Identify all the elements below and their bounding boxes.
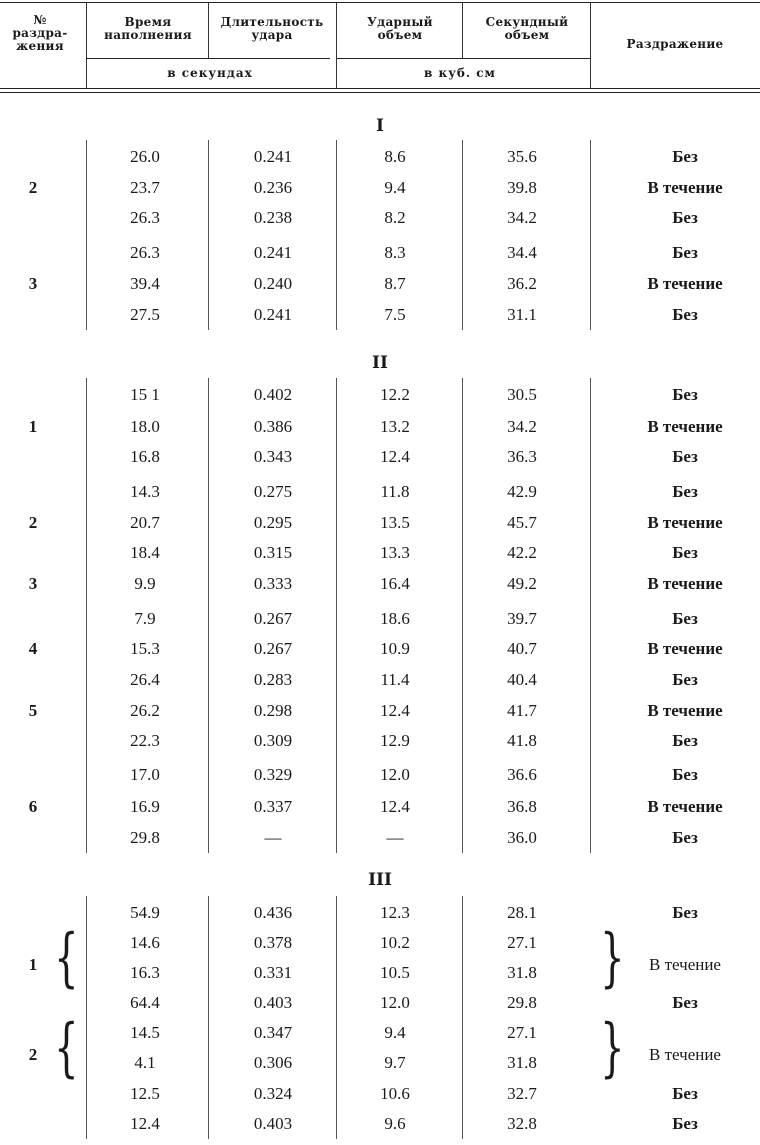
cell-dur: 0.436 — [253, 903, 293, 922]
section-divider — [336, 140, 337, 330]
cell-sv: 9.7 — [384, 1053, 406, 1072]
section-divider — [208, 140, 209, 330]
cell-sv: 10.6 — [380, 1084, 410, 1103]
cell-mv: 36.3 — [507, 447, 537, 466]
cell-fill: 22.3 — [130, 731, 160, 750]
cell-dur: 0.298 — [253, 701, 293, 720]
cell-num: 5 — [28, 701, 38, 720]
cell-num: 4 — [28, 639, 38, 658]
cell-dur: 0.236 — [253, 178, 293, 197]
cell-dur: 0.315 — [253, 543, 293, 562]
cell-stim — [610, 1022, 760, 1044]
cell-fill: 26.3 — [130, 243, 160, 262]
header-col-stim: Раздражение — [626, 37, 724, 51]
cell-fill: 4.1 — [134, 1053, 156, 1072]
cell-fill: 26.0 — [130, 147, 160, 166]
cell-stim: Без — [672, 208, 698, 227]
cell-num: 6 — [28, 797, 38, 816]
group-stimulation: В течение — [649, 1045, 721, 1064]
cell-sv: 7.5 — [384, 305, 406, 324]
cell-dur: 0.329 — [253, 765, 293, 784]
header-vline-3 — [336, 2, 337, 88]
section-label: III — [368, 870, 392, 890]
header-col-dur: Длительность удара — [220, 15, 324, 42]
cell-sv: 12.9 — [380, 731, 410, 750]
cell-fill: 54.9 — [130, 903, 160, 922]
cell-mv: 27.1 — [507, 933, 537, 952]
cell-stim: Без — [672, 543, 698, 562]
section-divider — [86, 378, 87, 853]
cell-stim: Без — [672, 609, 698, 628]
cell-sv: 11.8 — [380, 482, 410, 501]
section-divider — [86, 140, 87, 330]
cell-mv: 32.8 — [507, 1114, 537, 1133]
cell-dur: 0.267 — [253, 639, 293, 658]
section-divider — [590, 378, 591, 853]
cell-sv: 12.2 — [380, 385, 410, 404]
header-col-mv: Секундный объем — [485, 15, 569, 42]
cell-mv: 34.4 — [507, 243, 537, 262]
cell-num — [18, 1083, 48, 1105]
section-label: II — [372, 353, 388, 373]
cell-mv: 32.7 — [507, 1084, 537, 1103]
cell-sv: 12.4 — [380, 447, 410, 466]
cell-dur: 0.343 — [253, 447, 293, 466]
cell-num — [18, 207, 48, 229]
cell-fill: 7.9 — [134, 609, 156, 628]
section-label: I — [376, 116, 384, 136]
cell-num — [18, 481, 48, 503]
cell-stim: Без — [672, 447, 698, 466]
cell-sv: 8.7 — [384, 274, 406, 293]
left-brace: { — [54, 1011, 79, 1085]
cell-dur: 0.295 — [253, 513, 293, 532]
cell-num — [18, 146, 48, 168]
cell-stim: Без — [672, 903, 698, 922]
cell-sv: 13.5 — [380, 513, 410, 532]
cell-fill: 64.4 — [130, 993, 160, 1012]
cell-sv: 13.3 — [380, 543, 410, 562]
cell-fill: 14.6 — [130, 933, 160, 952]
cell-sv: 10.5 — [380, 963, 410, 982]
section-divider — [208, 378, 209, 853]
cell-mv: 40.7 — [507, 639, 537, 658]
cell-fill: 26.4 — [130, 670, 160, 689]
cell-mv: 36.0 — [507, 828, 537, 847]
header-unit-seconds: в секундах — [167, 66, 253, 80]
cell-stim: В течение — [647, 178, 723, 197]
cell-mv: 35.6 — [507, 147, 537, 166]
cell-sv: 9.4 — [384, 1023, 406, 1042]
cell-fill: 27.5 — [130, 305, 160, 324]
cell-stim — [610, 932, 760, 954]
cell-num — [18, 304, 48, 326]
cell-stim: В течение — [647, 417, 723, 436]
cell-dur: 0.241 — [253, 243, 293, 262]
cell-num: 2 — [28, 513, 38, 532]
right-brace: } — [600, 1011, 625, 1085]
header-vline-1 — [86, 2, 87, 88]
cell-num — [18, 1113, 48, 1135]
cell-sv: 8.2 — [384, 208, 406, 227]
cell-dur: 0.403 — [253, 993, 293, 1012]
cell-sv: 9.6 — [384, 1114, 406, 1133]
cell-mv: 39.8 — [507, 178, 537, 197]
section-divider — [336, 896, 337, 1139]
cell-num — [18, 902, 48, 924]
section-divider — [590, 140, 591, 330]
cell-num — [18, 446, 48, 468]
cell-stim: Без — [672, 993, 698, 1012]
cell-num — [18, 764, 48, 786]
cell-fill: 16.9 — [130, 797, 160, 816]
cell-num — [18, 827, 48, 849]
cell-stim: Без — [672, 731, 698, 750]
cell-mv: 42.9 — [507, 482, 537, 501]
cell-fill: 20.7 — [130, 513, 160, 532]
cell-mv: 30.5 — [507, 385, 537, 404]
group-number: 1 — [28, 955, 38, 974]
cell-mv: 28.1 — [507, 903, 537, 922]
cell-stim: Без — [672, 1114, 698, 1133]
cell-stim: Без — [672, 1084, 698, 1103]
cell-fill: 16.8 — [130, 447, 160, 466]
cell-stim: В течение — [647, 513, 723, 532]
cell-mv: 36.8 — [507, 797, 537, 816]
section-divider — [208, 896, 209, 1139]
cell-stim: Без — [672, 385, 698, 404]
cell-sv: 8.3 — [384, 243, 406, 262]
cell-dur: 0.337 — [253, 797, 293, 816]
cell-fill: 9.9 — [134, 574, 156, 593]
section-divider — [86, 896, 87, 1139]
cell-sv: 13.2 — [380, 417, 410, 436]
cell-dur: 0.333 — [253, 574, 293, 593]
left-brace: { — [54, 921, 79, 995]
cell-dur: — — [264, 828, 282, 847]
header-mid-rule-right — [336, 58, 590, 59]
cell-mv: 27.1 — [507, 1023, 537, 1042]
section-divider — [336, 378, 337, 853]
cell-num — [18, 242, 48, 264]
cell-dur: 0.378 — [253, 933, 293, 952]
group-stimulation: В течение — [649, 955, 721, 974]
cell-stim: Без — [672, 765, 698, 784]
cell-stim: В течение — [647, 797, 723, 816]
cell-sv: 11.4 — [380, 670, 410, 689]
cell-dur: 0.324 — [253, 1084, 293, 1103]
cell-mv: 39.7 — [507, 609, 537, 628]
cell-num — [18, 669, 48, 691]
cell-sv: 12.4 — [380, 701, 410, 720]
cell-fill: 12.4 — [130, 1114, 160, 1133]
cell-stim: Без — [672, 828, 698, 847]
cell-fill: 14.3 — [130, 482, 160, 501]
cell-sv: 12.0 — [380, 993, 410, 1012]
cell-sv: 10.9 — [380, 639, 410, 658]
cell-fill: 39.4 — [130, 274, 160, 293]
cell-mv: 45.7 — [507, 513, 537, 532]
cell-dur: 0.309 — [253, 731, 293, 750]
top-rule — [0, 2, 760, 3]
section-divider — [462, 140, 463, 330]
cell-mv: 36.2 — [507, 274, 537, 293]
cell-dur: 0.306 — [253, 1053, 293, 1072]
header-col-num: № раздра-жения — [12, 13, 68, 53]
section-divider — [462, 378, 463, 853]
header-bottom-rule-2 — [0, 92, 760, 93]
cell-sv: — — [386, 828, 404, 847]
header-vline-2 — [208, 2, 209, 58]
cell-stim: Без — [672, 482, 698, 501]
cell-mv: 49.2 — [507, 574, 537, 593]
cell-fill: 18.0 — [130, 417, 160, 436]
cell-stim: Без — [672, 147, 698, 166]
cell-stim: Без — [672, 305, 698, 324]
cell-fill: 15.3 — [130, 639, 160, 658]
cell-num — [18, 932, 48, 954]
cell-dur: 0.240 — [253, 274, 293, 293]
cell-num — [18, 1022, 48, 1044]
cell-stim: Без — [672, 243, 698, 262]
cell-stim: Без — [672, 670, 698, 689]
right-brace: } — [600, 921, 625, 995]
cell-dur: 0.331 — [253, 963, 293, 982]
cell-sv: 12.4 — [380, 797, 410, 816]
header-vline-4 — [462, 2, 463, 58]
cell-sv: 10.2 — [380, 933, 410, 952]
header-col-sv: Ударный объем — [367, 15, 433, 42]
cell-dur: 0.403 — [253, 1114, 293, 1133]
cell-num: 3 — [28, 574, 38, 593]
cell-stim: В течение — [647, 574, 723, 593]
cell-sv: 12.0 — [380, 765, 410, 784]
cell-dur: 0.238 — [253, 208, 293, 227]
cell-num: 3 — [28, 274, 38, 293]
cell-fill: 23.7 — [130, 178, 160, 197]
cell-sv: 18.6 — [380, 609, 410, 628]
cell-mv: 31.1 — [507, 305, 537, 324]
header-bottom-rule — [0, 88, 760, 89]
cell-stim: В течение — [647, 274, 723, 293]
cell-fill: 26.3 — [130, 208, 160, 227]
cell-sv: 8.6 — [384, 147, 406, 166]
cell-sv: 12.3 — [380, 903, 410, 922]
group-number: 2 — [28, 1045, 38, 1064]
cell-fill: 14.5 — [130, 1023, 160, 1042]
cell-num — [18, 608, 48, 630]
cell-fill: 29.8 — [130, 828, 160, 847]
cell-mv: 36.6 — [507, 765, 537, 784]
header-vline-5 — [590, 2, 591, 88]
cell-dur: 0.267 — [253, 609, 293, 628]
cell-fill: 18.4 — [130, 543, 160, 562]
cell-mv: 29.8 — [507, 993, 537, 1012]
header-col-fill: Время наполнения — [104, 15, 192, 42]
cell-num — [18, 384, 48, 406]
cell-mv: 31.8 — [507, 963, 537, 982]
cell-num: 1 — [28, 417, 38, 436]
cell-mv: 41.7 — [507, 701, 537, 720]
cell-dur: 0.241 — [253, 305, 293, 324]
cell-dur: 0.283 — [253, 670, 293, 689]
cell-fill: 15 1 — [130, 385, 160, 404]
cell-num: 2 — [28, 178, 38, 197]
cell-sv: 16.4 — [380, 574, 410, 593]
cell-mv: 42.2 — [507, 543, 537, 562]
header-unit-cc: в куб. см — [424, 66, 496, 80]
cell-fill: 26.2 — [130, 701, 160, 720]
cell-fill: 17.0 — [130, 765, 160, 784]
header-mid-rule-left — [86, 58, 330, 59]
cell-sv: 9.4 — [384, 178, 406, 197]
cell-mv: 31.8 — [507, 1053, 537, 1072]
cell-num — [18, 730, 48, 752]
cell-mv: 34.2 — [507, 417, 537, 436]
cell-dur: 0.386 — [253, 417, 293, 436]
cell-dur: 0.241 — [253, 147, 293, 166]
cell-stim: В течение — [647, 639, 723, 658]
cell-mv: 41.8 — [507, 731, 537, 750]
cell-num — [18, 992, 48, 1014]
cell-fill: 12.5 — [130, 1084, 160, 1103]
cell-dur: 0.275 — [253, 482, 293, 501]
cell-stim: В течение — [647, 701, 723, 720]
cell-fill: 16.3 — [130, 963, 160, 982]
cell-num — [18, 542, 48, 564]
cell-mv: 40.4 — [507, 670, 537, 689]
cell-dur: 0.402 — [253, 385, 293, 404]
cell-dur: 0.347 — [253, 1023, 293, 1042]
section-divider — [462, 896, 463, 1139]
cell-mv: 34.2 — [507, 208, 537, 227]
